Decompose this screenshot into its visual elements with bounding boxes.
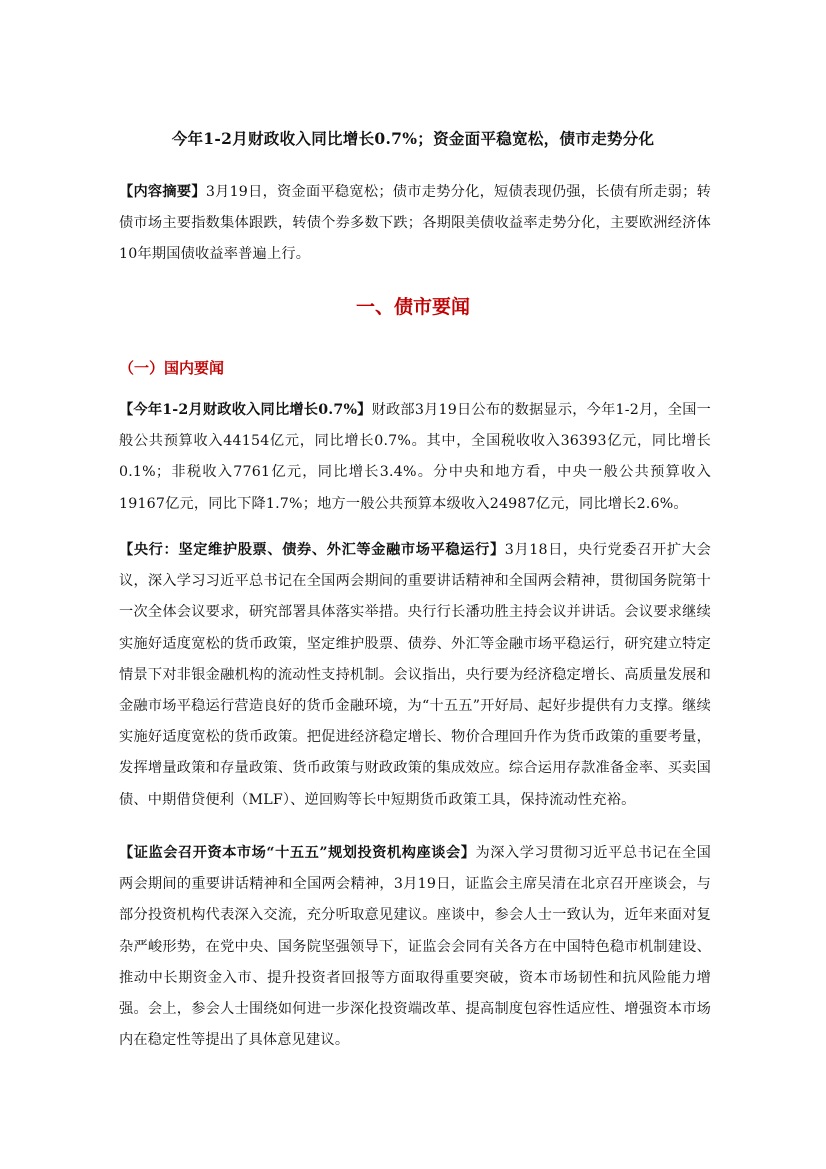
summary-tag: 【内容摘要】: [119, 184, 206, 200]
news-item-tag: 【今年1-2月财政收入同比增长0.7%】: [119, 402, 372, 418]
news-item-central-bank: [119, 535, 711, 816]
section-heading-bond-news: 一、债市要闻: [355, 296, 470, 318]
news-item-fiscal-revenue: [119, 395, 711, 520]
news-item-text: 为深入学习贯彻习近平总书记在全国两会期间的重要讲话精神和全国两会精神，3月19日，证监会主席吴清在北京召开座谈会，与部分投资机构代表深入交流，充分听取意见建议。座谈中，参会人士一致认为，近年来面对复杂严峻形势，在党中央、国务院坚强领导下，证监会会同有关各方在中国特色稳市机制建设、推动中长期资金入市、提升投资者回报等方面取得重要突破，资本市场韧性和抗风险能力增强。会上，参会人士围绕如何进一步深化投资端改革、提高制度包容性适应性、增强资本市场内在稳定性等提出了具体意见建议。: [119, 845, 711, 1049]
news-item-text: 财政部3月19日公布的数据显示，今年1-2月，全国一般公共预算收入44154亿元，同比增长0.7%。其中，全国税收收入36393亿元，同比增长0.1%；非税收入7761亿元，同比增长3.4%。分中央和地方看，中央一般公共预算收入19167亿元，同比下降1.7%；地方一般公共预算本级收入24987亿元，同比增长2.6%。: [119, 402, 711, 512]
news-item-tag: 【证监会召开资本市场“十五五”规划投资机构座谈会】: [119, 845, 476, 861]
document-title: 今年1-2月财政收入同比增长0.7%；资金面平稳宽松，债市走势分化: [171, 129, 655, 148]
summary-paragraph: [119, 177, 711, 271]
news-item-tag: 【央行：坚定维护股票、债券、外汇等金融市场平稳运行】: [119, 542, 505, 558]
subsection-heading-domestic-news: （一）国内要闻: [119, 359, 225, 377]
news-item-csrc-meeting: [119, 838, 711, 1056]
summary-text: 3月19日，资金面平稳宽松；债市走势分化，短债表现仍强，长债有所走弱；转债市场主要指数集体跟跌，转债个券多数下跌；各期限美债收益率走势分化，主要欧洲经济体10年期国债收益率普遍上行。: [119, 184, 711, 263]
news-item-text: 3月18日，央行党委召开扩大会议，深入学习习近平总书记在全国两会期间的重要讲话精神和全国两会精神，贯彻国务院第十一次全体会议要求，研究部署具体落实举措。央行行长潘功胜主持会议并讲话。会议要求继续实施好适度宽松的货币政策，坚定维护股票、债券、外汇等金融市场平稳运行，研究建立特定情景下对非银金融机构的流动性支持机制。会议指出，央行要为经济稳定增长、高质量发展和金融市场平稳运行营造良好的货币金融环境，为“十五五”开好局、起好步提供有力支撑。继续实施好适度宽松的货币政策。把促进经济稳定增长、物价合理回升作为货币政策的重要考量，发挥增量政策和存量政策、货币政策与财政政策的集成效应。综合运用存款准备金率、买卖国债、中期借贷便利（MLF）、逆回购等长中短期货币政策工具，保持流动性充裕。: [119, 542, 711, 808]
